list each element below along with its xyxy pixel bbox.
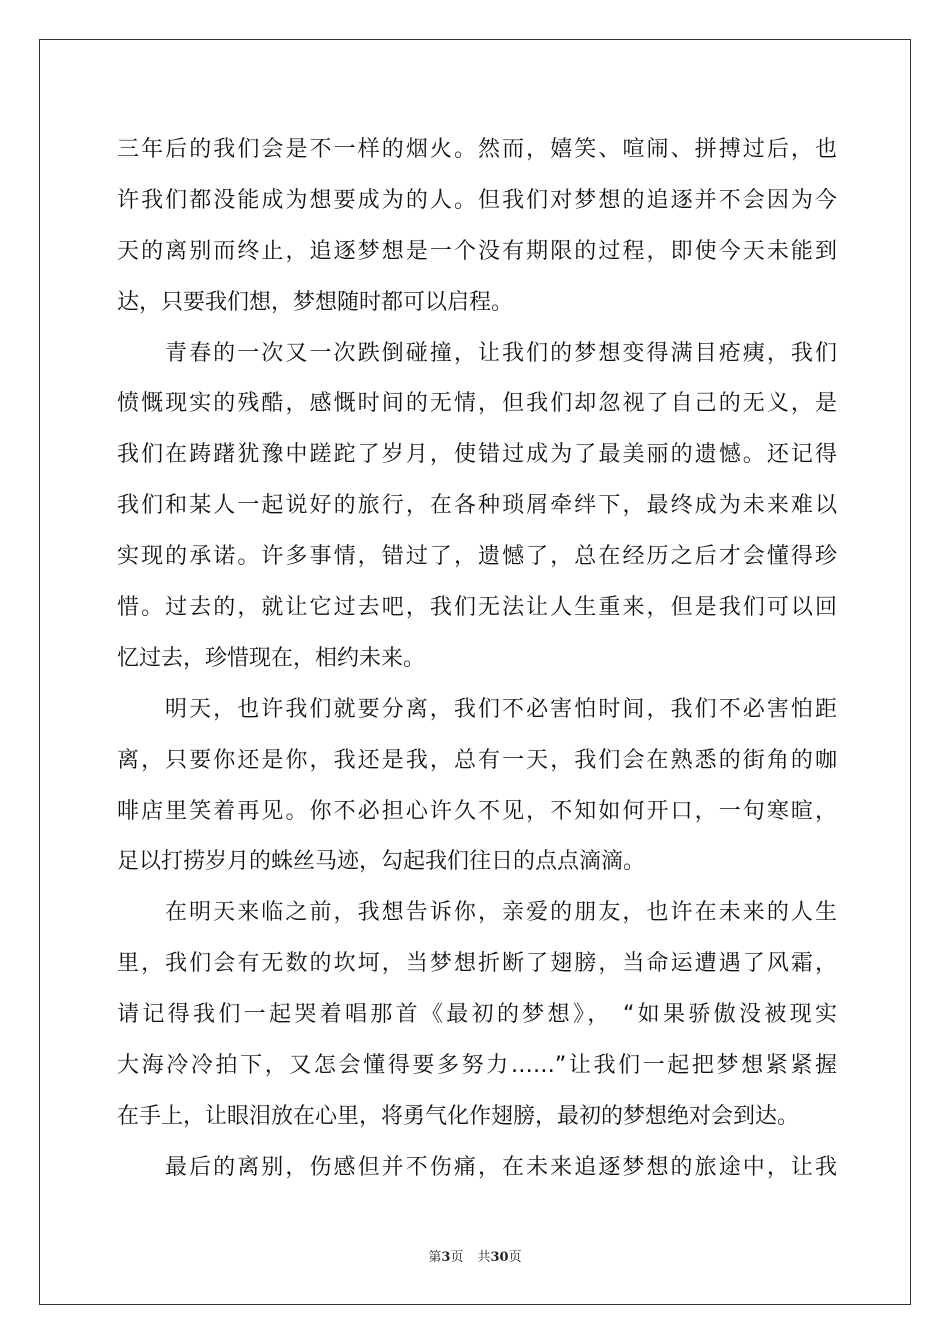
current-page-number: 3 bbox=[441, 1250, 451, 1265]
document-body bbox=[117, 125, 837, 1194]
footer-page-unit: 页 bbox=[450, 1250, 464, 1265]
text-line: 惜。过去的，就让它过去吧，我们无法让人生重来，但是我们可以回 bbox=[117, 595, 837, 621]
text-line: 明天，也许我们就要分离，我们不必害怕时间，我们不必害怕距 bbox=[165, 696, 837, 722]
text-line: 许我们都没能成为想要成为的人。但我们对梦想的追逐并不会因为今 bbox=[117, 187, 837, 213]
text-line: 愤慨现实的残酷，感慨时间的无情，但我们却忽视了自己的无义，是 bbox=[117, 391, 837, 417]
text-line: 啡店里笑着再见。你不必担心许久不见，不知如何开口，一句寒暄， bbox=[117, 798, 837, 824]
footer-total-prefix: 共 bbox=[477, 1250, 491, 1265]
footer-prefix: 第 bbox=[428, 1250, 442, 1265]
text-line: 离，只要你还是你，我还是我，总有一天，我们会在熟悉的街角的咖 bbox=[117, 747, 837, 773]
text-line: 请记得我们一起哭着唱那首《最初的梦想》， “如果骄傲没被现实 bbox=[117, 1002, 837, 1028]
text-line: 在明天来临之前，我想告诉你，亲爱的朋友，也许在未来的人生 bbox=[165, 900, 837, 926]
text-line: 忆过去，珍惜现在，相约未来。 bbox=[117, 645, 426, 671]
text-line: 青春的一次又一次跌倒碰撞，让我们的梦想变得满目疮痍，我们 bbox=[165, 340, 837, 366]
footer-total-unit: 页 bbox=[508, 1250, 522, 1265]
total-page-count: 30 bbox=[490, 1250, 509, 1265]
text-line: 天的离别而终止，追逐梦想是一个没有期限的过程，即使今天未能到 bbox=[117, 238, 837, 264]
text-line: 我们在踌躇犹豫中蹉跎了岁月，使错过成为了最美丽的遗憾。还记得 bbox=[117, 442, 837, 468]
text-line: 最后的离别，伤感但并不伤痛，在未来追逐梦想的旅途中，让我 bbox=[165, 1154, 837, 1180]
text-line: 大海冷冷拍下，又怎会懂得要多努力……”让我们一起把梦想紧紧握 bbox=[117, 1053, 837, 1079]
text-line: 里，我们会有无数的坎坷，当梦想折断了翅膀，当命运遭遇了风霜， bbox=[117, 951, 837, 977]
text-line: 三年后的我们会是不一样的烟火。然而，嬉笑、喧闹、拼搏过后，也 bbox=[117, 137, 837, 162]
text-line: 足以打捞岁月的蛛丝马迹，勾起我们往日的点点滴滴。 bbox=[117, 849, 646, 875]
page-number-footer bbox=[0, 1246, 950, 1265]
text-line: 达，只要我们想，梦想随时都可以启程。 bbox=[117, 289, 514, 315]
text-line: 实现的承诺。许多事情，错过了，遗憾了，总在经历之后才会懂得珍 bbox=[117, 544, 837, 570]
text-line: 在手上，让眼泪放在心里，将勇气化作翅膀，最初的梦想绝对会到达。 bbox=[117, 1103, 800, 1129]
text-line: 我们和某人一起说好的旅行，在各种琐屑牵绊下，最终成为未来难以 bbox=[117, 493, 837, 519]
